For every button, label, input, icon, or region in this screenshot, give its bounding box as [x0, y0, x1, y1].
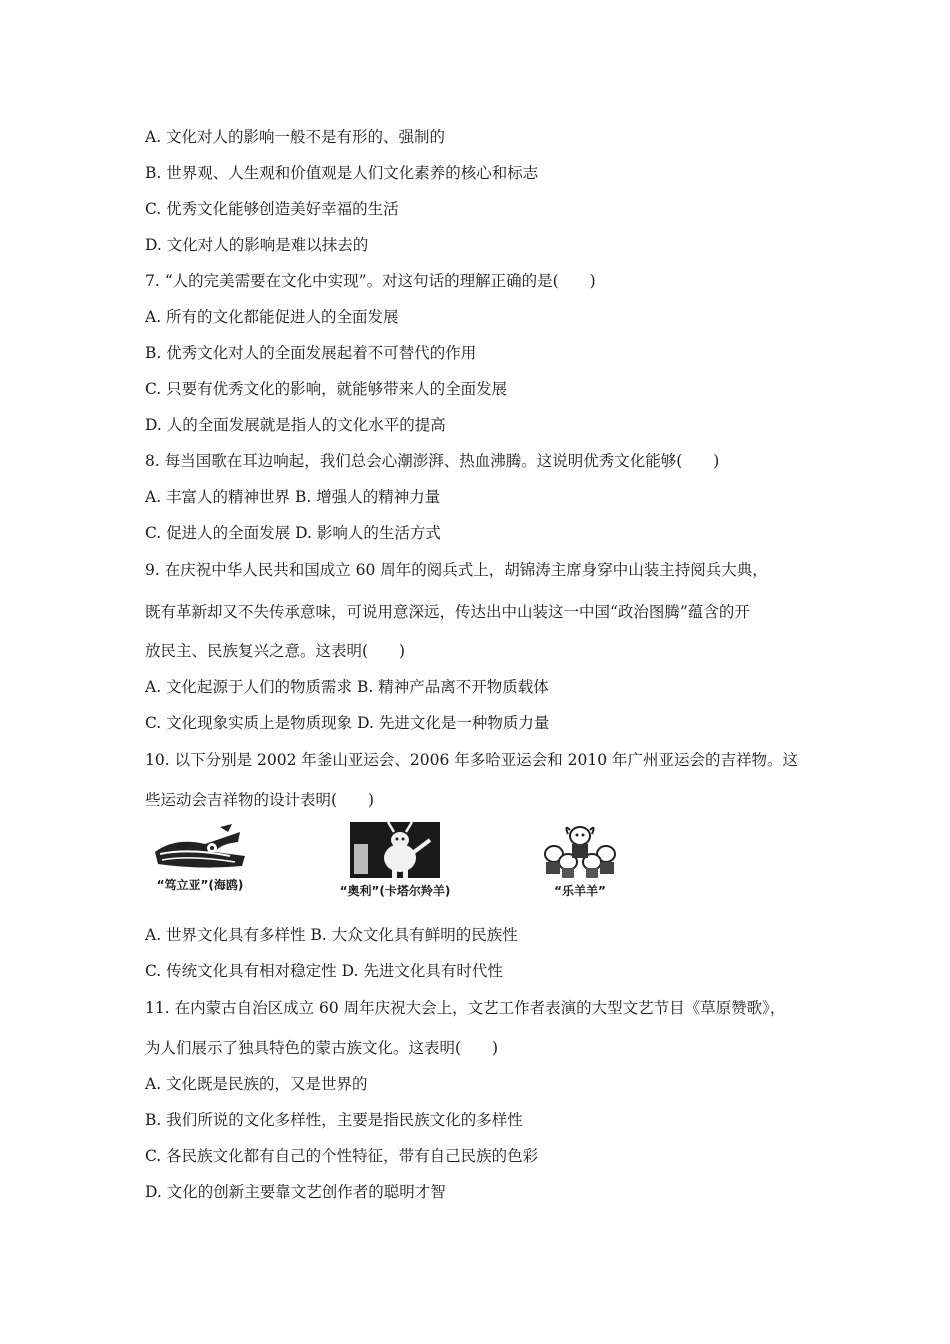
mascot-caption-oryx: “奥利”(卡塔尔羚羊)	[339, 884, 451, 898]
line-q8-ab: A. 丰富人的精神世界 B. 增强人的精神力量	[145, 488, 441, 506]
question-10-line2: 些运动会吉祥物的设计表明( )	[145, 791, 375, 809]
oryx-icon	[350, 822, 440, 878]
question-8: 8. 每当国歌在耳边响起，我们总会心潮澎湃、热血沸腾。这说明优秀文化能够( )	[145, 452, 720, 470]
line-q7-d: D. 人的全面发展就是指人的文化水平的提高	[145, 416, 446, 434]
line-q7-a: A. 所有的文化都能促进人的全面发展	[145, 308, 399, 326]
line-q7-c: C. 只要有优秀文化的影响，就能够带来人的全面发展	[145, 380, 508, 398]
question-11-line2: 为人们展示了独具特色的蒙古族文化。这表明( )	[145, 1039, 499, 1057]
mascot-seagull	[145, 822, 255, 893]
mascot-oryx	[335, 822, 455, 899]
line-q6-a: A. 文化对人的影响一般不是有形的、强制的	[145, 128, 446, 146]
line-q9-ab: A. 文化起源于人们的物质需求 B. 精神产品离不开物质载体	[145, 678, 549, 696]
question-9-line2: 既有革新却又不失传承意味，可说用意深远，传达出中山装这一中国“政治图腾”蕴含的开	[145, 603, 750, 621]
question-11-line1: 11. 在内蒙古自治区成立 60 周年庆祝大会上，文艺工作者表演的大型文艺节目《草原赞歌》，	[145, 999, 786, 1017]
line-q9-cd: C. 文化现象实质上是物质现象 D. 先进文化是一种物质力量	[145, 714, 550, 732]
mascot-goats	[530, 822, 630, 899]
question-7: 7. “人的完美需要在文化中实现”。对这句话的理解正确的是( )	[145, 272, 596, 290]
line-q11-c: C. 各民族文化都有自己的个性特征，带有自己民族的色彩	[145, 1147, 539, 1165]
line-q11-a: A. 文化既是民族的，又是世界的	[145, 1075, 368, 1093]
mascot-images	[145, 822, 665, 902]
line-q6-d: D. 文化对人的影响是难以抹去的	[145, 236, 369, 254]
line-q7-b: B. 优秀文化对人的全面发展起着不可替代的作用	[145, 344, 477, 362]
mascot-caption-seagull: “笃立亚”(海鸥)	[156, 878, 244, 892]
line-q10-ab: A. 世界文化具有多样性 B. 大众文化具有鲜明的民族性	[145, 926, 518, 944]
line-q6-b: B. 世界观、人生观和价值观是人们文化素养的核心和标志	[145, 164, 539, 182]
seagull-icon	[150, 822, 250, 872]
line-q6-c: C. 优秀文化能够创造美好幸福的生活	[145, 200, 399, 218]
line-q11-d: D. 文化的创新主要靠文艺创作者的聪明才智	[145, 1183, 446, 1201]
mascot-caption-goats: “乐羊羊”	[554, 884, 606, 898]
question-10-line1: 10. 以下分别是 2002 年釜山亚运会、2006 年多哈亚运会和 2010 年广州亚运会的吉祥物。这	[145, 751, 799, 769]
question-9-line3: 放民主、民族复兴之意。这表明( )	[145, 642, 406, 660]
line-q11-b: B. 我们所说的文化多样性，主要是指民族文化的多样性	[145, 1111, 523, 1129]
question-9-line1: 9. 在庆祝中华人民共和国成立 60 周年的阅兵式上，胡锦涛主席身穿中山装主持阅兵大典，	[145, 561, 768, 579]
goats-icon	[538, 822, 622, 878]
line-q8-cd: C. 促进人的全面发展 D. 影响人的生活方式	[145, 524, 441, 542]
line-q10-cd: C. 传统文化具有相对稳定性 D. 先进文化具有时代性	[145, 962, 503, 980]
